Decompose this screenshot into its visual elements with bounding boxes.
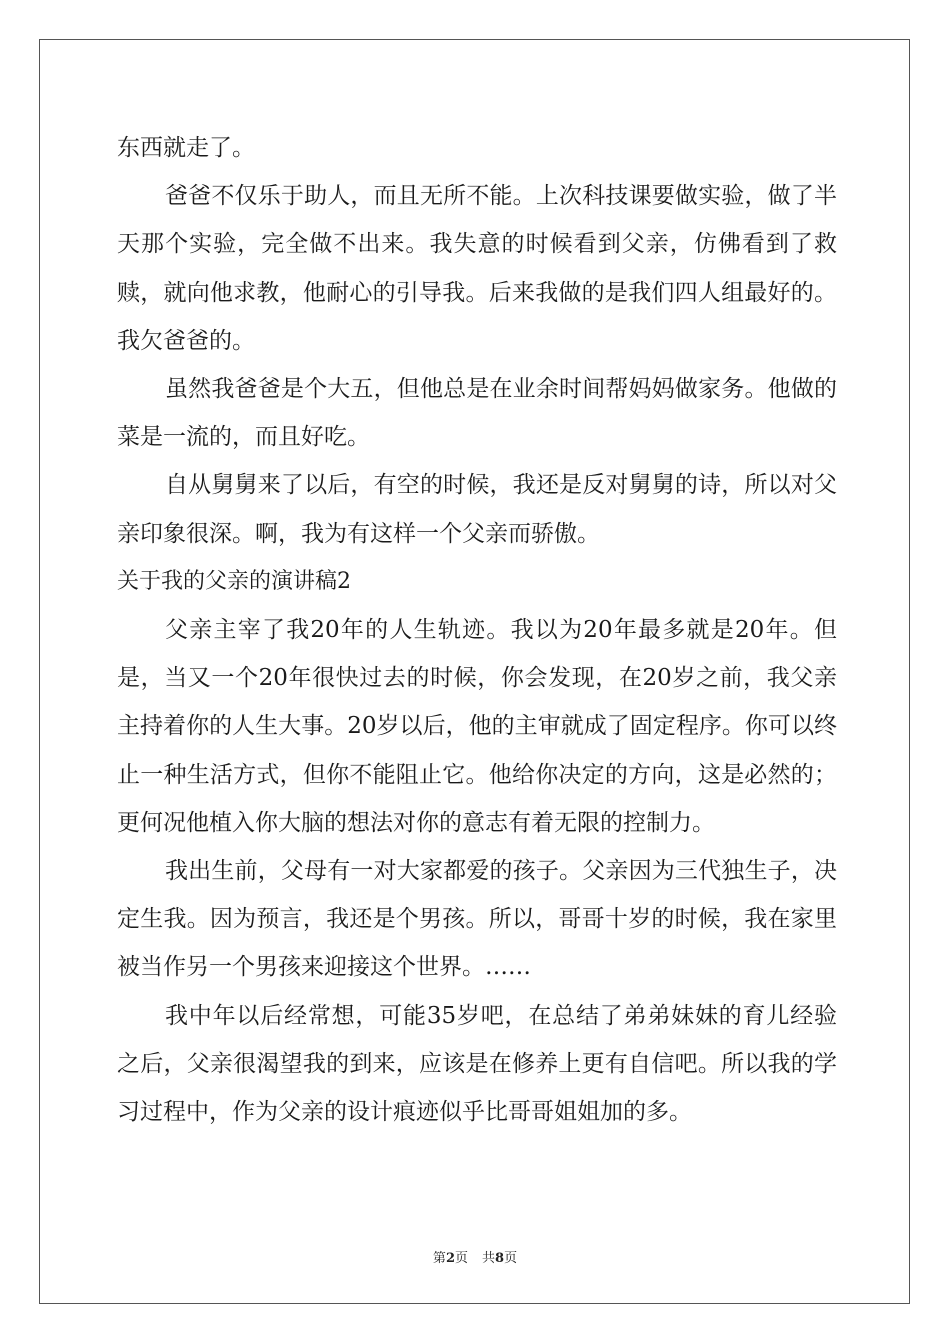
total-label-prefix: 共: [482, 1251, 496, 1266]
paragraph: 虽然我爸爸是个大五，但他总是在业余时间帮妈妈做家务。他做的菜是一流的，而且好吃。: [117, 376, 837, 451]
paragraph: 爸爸不仅乐于助人，而且无所不能。上次科技课要做实验，做了半天那个实验，完全做不出来。我失意的时候看到父亲，仿佛看到了救赎，就向他求教，他耐心的引导我。后来我做的是我们四人组最好的。我欠爸爸的。: [117, 183, 837, 354]
paragraph: 父亲主宰了我20年的人生轨迹。我以为20年最多就是20年。但是，当又一个20年很快过去的时候，你会发现，在20岁之前，我父亲主持着你的人生大事。20岁以后，他的主审就成了固定程序。你可以终止一种生活方式，但你不能阻止它。他给你决定的方向，这是必然的；更何况他植入你大脑的想法对你的意志有着无限的控制力。: [117, 617, 837, 836]
total-pages: 8: [495, 1251, 505, 1266]
page-footer: [0, 1247, 950, 1266]
paragraph: 自从舅舅来了以后，有空的时候，我还是反对舅舅的诗，所以对父亲印象很深。啊，我为有这样一个父亲而骄傲。: [117, 472, 837, 547]
paragraph: 我中年以后经常想，可能35岁吧，在总结了弟弟妹妹的育儿经验之后，父亲很渴望我的到来，应该是在修养上更有自信吧。所以我的学习过程中，作为父亲的设计痕迹似乎比哥哥姐姐加的多。: [117, 1002, 837, 1126]
page-number: 2: [445, 1251, 455, 1266]
paragraph: 我出生前，父母有一对大家都爱的孩子。父亲因为三代独生子，决定生我。因为预言，我还是个男孩。所以，哥哥十岁的时候，我在家里被当作另一个男孩来迎接这个世界。……: [117, 858, 837, 981]
paragraph-continued: 东西就走了。: [117, 135, 255, 161]
page-label-suffix: 页: [454, 1251, 468, 1266]
total-label-suffix: 页: [504, 1251, 518, 1266]
page-label-prefix: 第: [432, 1251, 446, 1266]
section-heading: 关于我的父亲的演讲稿2: [117, 568, 351, 594]
document-body: [117, 124, 837, 1136]
